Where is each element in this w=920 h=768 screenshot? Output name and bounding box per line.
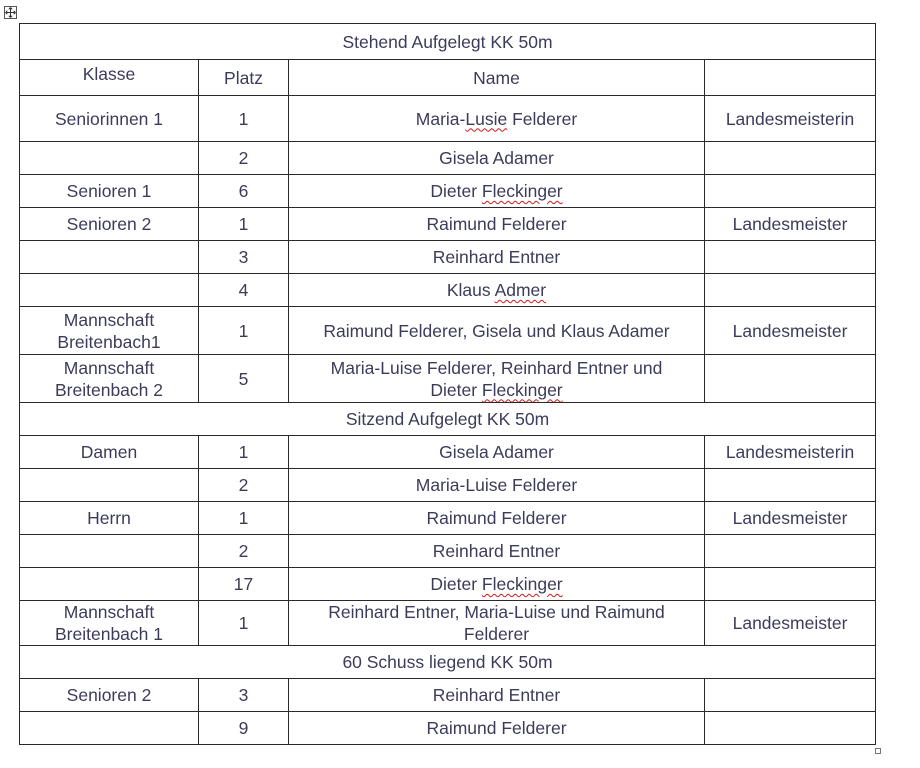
cell-klasse: [20, 469, 199, 502]
cell-klasse-line: Mannschaft: [63, 602, 155, 622]
cell-name-line: [293, 379, 700, 401]
name-text-misspelled: Fleckinger: [481, 574, 563, 594]
cell-title: [705, 274, 876, 307]
cell-platz: 4: [199, 274, 289, 307]
name-text-misspelled: Lusie: [465, 108, 508, 129]
name-text: Maria-Luise Felderer: [415, 475, 578, 495]
cell-klasse: [20, 712, 199, 745]
cell-klasse-line: Breitenbach1: [57, 331, 161, 352]
cell-klasse: [20, 274, 199, 307]
cell-platz: 3: [199, 679, 289, 712]
table-row: [20, 469, 876, 502]
name-text: Raimund Felderer, Gisela und Klaus Adamer: [323, 320, 670, 341]
name-text-misspelled: Admer: [494, 280, 547, 300]
cell-platz: 2: [199, 469, 289, 502]
results-table: [19, 23, 876, 745]
table-row: [20, 502, 876, 535]
cell-klasse: [20, 241, 199, 274]
name-text: Felderer: [463, 624, 530, 644]
cell-name: [289, 208, 705, 241]
header-name: Name: [289, 60, 705, 96]
table-row: [20, 601, 876, 646]
table-row: [20, 175, 876, 208]
cell-name: [289, 568, 705, 601]
cell-title: [705, 241, 876, 274]
cell-platz: 6: [199, 175, 289, 208]
table-row: [20, 436, 876, 469]
name-text: Maria-: [415, 108, 466, 129]
section-title-row: [20, 403, 876, 436]
cell-title: Landesmeisterin: [705, 436, 876, 469]
cell-title: [705, 355, 876, 403]
table-row: [20, 274, 876, 307]
cell-klasse: Senioren 2: [20, 208, 199, 241]
cell-platz: 5: [199, 355, 289, 403]
cell-platz: 1: [199, 601, 289, 646]
cell-name: [289, 241, 705, 274]
name-text: Raimund Felderer: [426, 508, 567, 528]
cell-name-line: [293, 601, 700, 623]
cell-title: Landesmeister: [705, 502, 876, 535]
name-text: Reinhard Entner: [432, 247, 561, 267]
cell-name: [289, 96, 705, 142]
header-klasse: Klasse: [20, 60, 199, 96]
table-row: [20, 96, 876, 142]
cell-title: [705, 142, 876, 175]
cell-name: [289, 355, 705, 403]
cell-klasse: [20, 568, 199, 601]
header-row: [20, 60, 876, 96]
cell-name-line: [293, 357, 700, 379]
cell-title: [705, 469, 876, 502]
cell-name: [289, 712, 705, 745]
table-row: [20, 142, 876, 175]
cell-platz: 1: [199, 307, 289, 355]
section-title: 60 Schuss liegend KK 50m: [20, 646, 876, 679]
cell-platz: 9: [199, 712, 289, 745]
cell-klasse: [20, 601, 199, 646]
cell-klasse-line: Breitenbach 1: [55, 624, 163, 644]
name-text-misspelled: Fleckinger: [481, 379, 563, 400]
cell-platz: 1: [199, 208, 289, 241]
cell-klasse: Seniorinnen 1: [20, 96, 199, 142]
name-text: Reinhard Entner: [432, 685, 561, 705]
cell-platz: 1: [199, 436, 289, 469]
cell-platz: 3: [199, 241, 289, 274]
cell-title: Landesmeister: [705, 307, 876, 355]
cell-name: [289, 175, 705, 208]
table-row: [20, 679, 876, 712]
name-text: Dieter: [430, 379, 482, 400]
table-row: [20, 568, 876, 601]
name-text: Maria-Luise Felderer, Reinhard Entner und: [330, 357, 663, 378]
cell-klasse-line: Mannschaft: [63, 309, 155, 330]
cell-title: Landesmeister: [705, 208, 876, 241]
cell-klasse: Herrn: [20, 502, 199, 535]
header-platz: Platz: [199, 60, 289, 96]
cell-klasse: Damen: [20, 436, 199, 469]
table-row: [20, 307, 876, 355]
name-text: Klaus: [446, 280, 495, 300]
cell-name: [289, 502, 705, 535]
table-row: [20, 712, 876, 745]
name-text: Raimund Felderer: [426, 718, 567, 738]
cell-klasse: [20, 535, 199, 568]
cell-klasse: [20, 142, 199, 175]
name-text: Dieter: [430, 574, 482, 594]
cell-title: [705, 712, 876, 745]
name-text: Gisela Adamer: [439, 442, 554, 462]
table-row: [20, 355, 876, 403]
cell-klasse: Senioren 1: [20, 175, 199, 208]
cell-klasse-line: Breitenbach 2: [55, 379, 163, 400]
cell-name: [289, 142, 705, 175]
cell-name: [289, 436, 705, 469]
cell-name: [289, 601, 705, 646]
table-move-handle-icon[interactable]: [4, 6, 17, 19]
name-text: Gisela Adamer: [439, 148, 554, 168]
name-text: Felderer: [507, 108, 578, 129]
table-row: [20, 241, 876, 274]
cell-platz: 1: [199, 502, 289, 535]
cell-klasse: [20, 307, 199, 355]
cell-platz: 1: [199, 96, 289, 142]
section-title-row: [20, 646, 876, 679]
cell-title: [705, 535, 876, 568]
name-text: Reinhard Entner: [432, 541, 561, 561]
cell-name: [289, 535, 705, 568]
name-text: Reinhard Entner, Maria-Luise und Raimund: [328, 602, 665, 622]
cell-title: [705, 568, 876, 601]
name-text: Raimund Felderer: [426, 214, 567, 234]
cell-platz: 2: [199, 535, 289, 568]
name-text-misspelled: Fleckinger: [481, 181, 563, 201]
cell-klasse-line: Mannschaft: [63, 357, 155, 378]
header-title: [705, 60, 876, 96]
cell-name: [289, 307, 705, 355]
cell-klasse: [20, 355, 199, 403]
cell-title: Landesmeister: [705, 601, 876, 646]
cell-name: [289, 679, 705, 712]
section-title: Stehend Aufgelegt KK 50m: [20, 24, 876, 60]
cell-title: Landesmeisterin: [705, 96, 876, 142]
cell-klasse: Senioren 2: [20, 679, 199, 712]
table-row: [20, 208, 876, 241]
cell-name: [289, 274, 705, 307]
name-text: Dieter: [430, 181, 482, 201]
cell-platz: 2: [199, 142, 289, 175]
cell-platz: 17: [199, 568, 289, 601]
table-row: [20, 535, 876, 568]
section-title-row: [20, 24, 876, 60]
table-resize-handle-icon[interactable]: [875, 748, 881, 754]
cell-title: [705, 679, 876, 712]
cell-name: [289, 469, 705, 502]
cell-title: [705, 175, 876, 208]
cell-name-line: [293, 623, 700, 645]
section-title: Sitzend Aufgelegt KK 50m: [20, 403, 876, 436]
